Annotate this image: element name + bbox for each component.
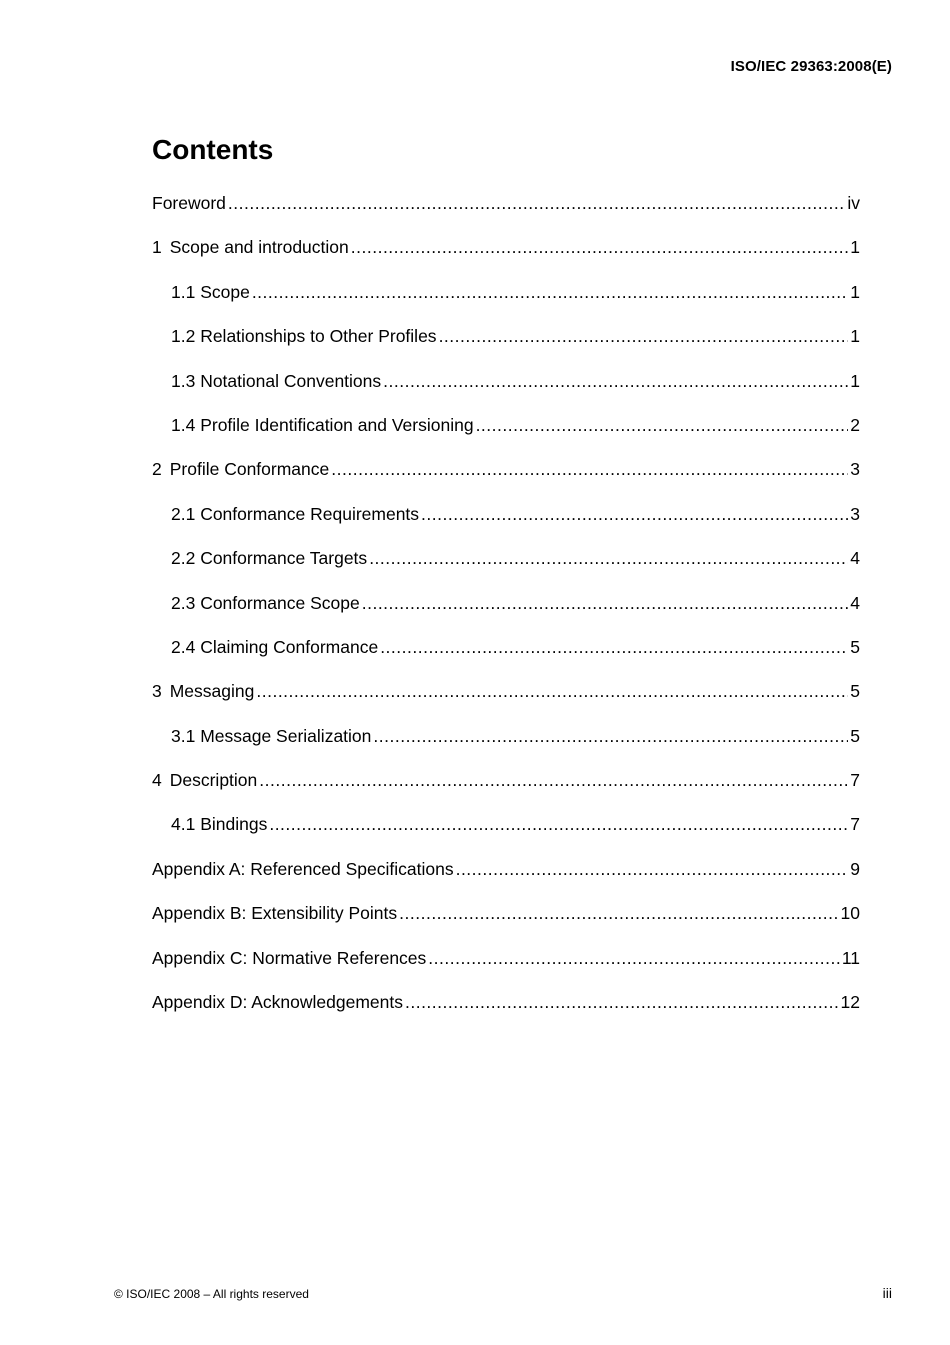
toc-entry-page: 1	[850, 237, 860, 258]
toc-leader	[331, 454, 848, 484]
toc-entry-page: iv	[847, 193, 860, 213]
toc-entry[interactable]	[152, 809, 860, 853]
toc-entry[interactable]	[152, 765, 860, 809]
toc-entry[interactable]	[152, 721, 860, 765]
toc-entry[interactable]	[152, 366, 860, 410]
toc-entry-page: 10	[840, 903, 860, 924]
toc-entry[interactable]	[152, 321, 860, 365]
toc-entry[interactable]	[152, 232, 860, 276]
toc-entry-title: 2 Profile Conformance	[152, 454, 329, 484]
toc-entry[interactable]	[152, 499, 860, 543]
toc-entry-number: 3	[152, 681, 162, 702]
toc-entry-page: 1	[850, 370, 860, 391]
toc-entry-title: 1.2 Relationships to Other Profiles	[171, 326, 437, 347]
toc-entry[interactable]	[152, 898, 860, 942]
toc-entry-title: 1.3 Notational Conventions	[171, 370, 382, 391]
toc-entry[interactable]	[152, 632, 860, 676]
toc-entry-page: 1	[850, 281, 860, 302]
toc-entry-title: 2.1 Conformance Requirements	[171, 503, 420, 524]
toc-entry[interactable]	[152, 676, 860, 720]
document-id: ISO/IEC 29363:2008(E)	[730, 58, 892, 75]
toc-entry-title: Foreword	[152, 193, 226, 213]
toc-entry-page: 12	[840, 992, 860, 1013]
toc-entry[interactable]	[152, 543, 860, 587]
toc-entry-title: 4 Description	[152, 765, 257, 795]
page-title: Contents	[152, 134, 274, 165]
toc-entry-title: Appendix D: Acknowledgements	[152, 992, 403, 1013]
toc-entry-page: 4	[850, 548, 860, 569]
toc-entry[interactable]	[152, 854, 860, 898]
copyright-notice: © ISO/IEC 2008 – All rights reserved	[114, 1287, 309, 1301]
toc-leader	[269, 809, 848, 839]
toc-leader	[399, 898, 838, 928]
toc-entry[interactable]	[152, 454, 860, 498]
toc-entry[interactable]	[152, 943, 860, 987]
toc-entry-title: 1.1 Scope	[171, 281, 250, 302]
toc-entry-page: 7	[850, 770, 860, 791]
toc-leader	[476, 410, 849, 440]
toc-leader	[439, 321, 849, 351]
toc-entry-page: 5	[850, 681, 860, 702]
toc-entry-title: 2.4 Claiming Conformance	[171, 636, 379, 657]
toc-entry[interactable]	[152, 277, 860, 321]
toc-leader	[351, 232, 849, 262]
toc-entry-title: 3.1 Message Serialization	[171, 725, 372, 746]
toc-entry[interactable]	[152, 188, 860, 232]
toc-entry[interactable]	[152, 410, 860, 454]
toc-entry-number: 1	[152, 237, 162, 258]
toc-leader	[259, 765, 848, 795]
toc-leader	[380, 632, 848, 662]
toc-entry-page: 1	[850, 326, 860, 347]
toc-entry-title: 2.2 Conformance Targets	[171, 548, 368, 569]
toc-entry-title: 2.3 Conformance Scope	[171, 592, 360, 613]
toc-entry[interactable]	[152, 987, 860, 1031]
toc-leader	[373, 721, 848, 751]
toc-entry[interactable]	[152, 588, 860, 632]
toc-entry-title: Appendix A: Referenced Specifications	[152, 858, 454, 879]
toc-entry-title: Appendix B: Extensibility Points	[152, 903, 398, 924]
toc-entry-page: 5	[850, 725, 860, 746]
table-of-contents	[152, 188, 860, 1031]
toc-leader	[369, 543, 848, 573]
toc-leader	[228, 188, 845, 218]
toc-entry-page: 4	[850, 592, 860, 613]
toc-leader	[405, 987, 839, 1017]
toc-leader	[383, 366, 848, 396]
toc-entry-title: 3 Messaging	[152, 676, 254, 706]
toc-entry-number: 4	[152, 770, 162, 791]
toc-leader	[256, 676, 848, 706]
toc-leader	[252, 277, 848, 307]
page-number: iii	[882, 1285, 892, 1301]
toc-entry-page: 9	[850, 858, 860, 879]
toc-entry-page: 11	[841, 947, 860, 968]
toc-entry-page: 3	[850, 459, 860, 480]
toc-entry-page: 7	[850, 814, 860, 835]
toc-leader	[421, 499, 848, 529]
toc-entry-page: 5	[850, 636, 860, 657]
toc-entry-number: 2	[152, 459, 162, 480]
toc-entry-page: 2	[850, 414, 860, 435]
toc-leader	[456, 854, 849, 884]
toc-leader	[362, 588, 849, 618]
toc-entry-title: 1.4 Profile Identification and Versioning	[171, 414, 474, 435]
toc-entry-title: Appendix C: Normative References	[152, 947, 427, 968]
toc-entry-title: 1 Scope and introduction	[152, 232, 349, 262]
toc-entry-page: 3	[850, 503, 860, 524]
toc-entry-title: 4.1 Bindings	[171, 814, 268, 835]
toc-leader	[428, 943, 840, 973]
